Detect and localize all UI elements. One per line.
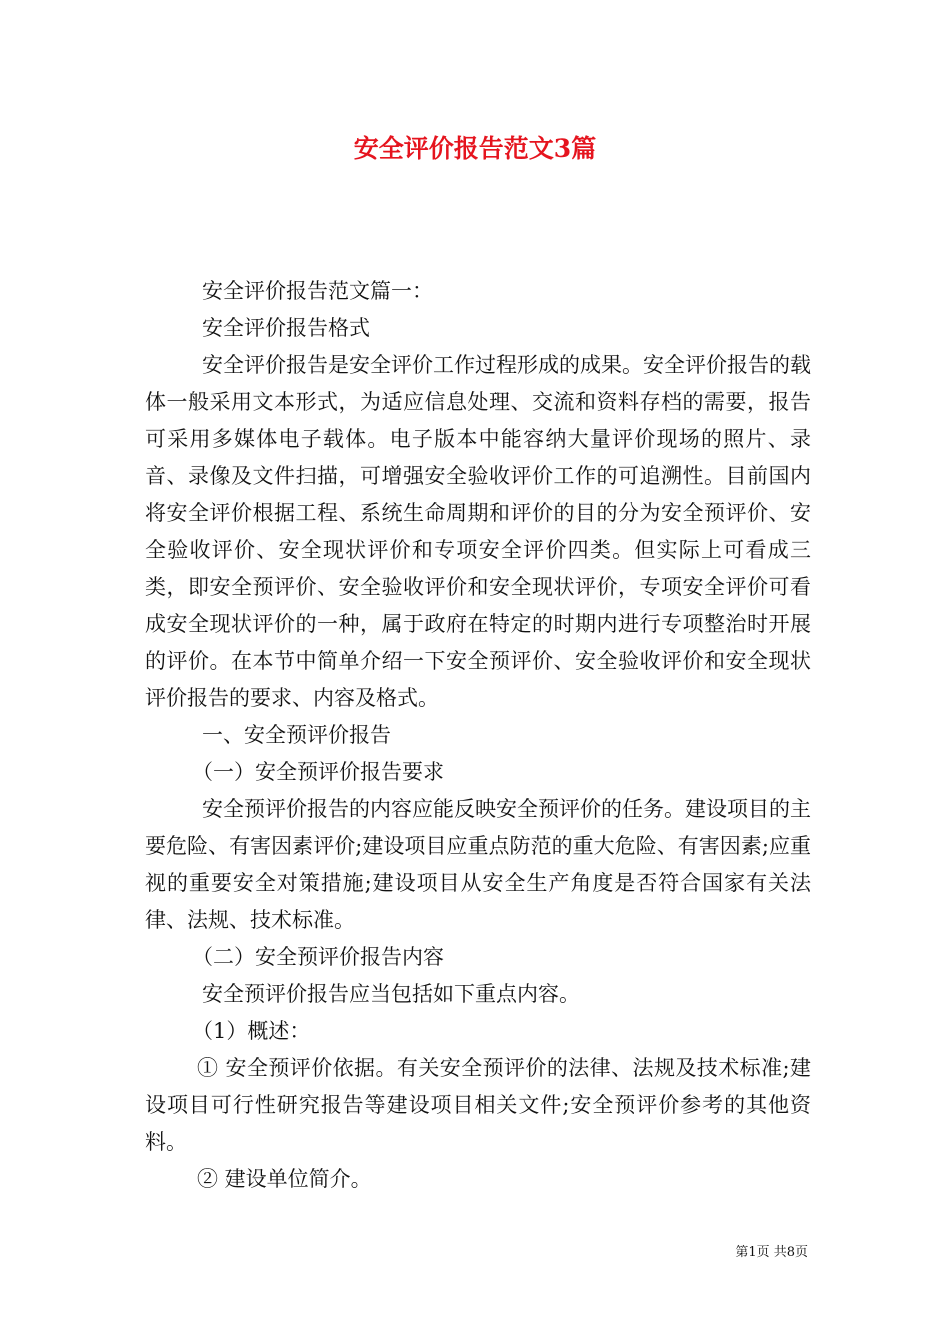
subsection-heading: （二）安全预评价报告内容 (192, 945, 444, 969)
document-body (145, 273, 811, 1198)
subsection-heading: （一）安全预评价报告要求 (192, 760, 444, 784)
body-paragraph: 安全预评价报告应当包括如下重点内容。 (202, 982, 580, 1006)
body-paragraph: 安全评价报告是安全评价工作过程形成的成果。安全评价报告的载体一般采用文本形式，为适应信息处理、交流和资料存档的需要，报告可采用多媒体电子载体。电子版本中能容纳大量评价现场的照片、录音、录像及文件扫描，可增强安全验收评价工作的可追溯性。目前国内将安全评价根据工程、系统生命周期和评价的目的分为安全预评价、安全验收评价、安全现状评价和专项安全评价四类。但实际上可看成三类，即安全预评价、安全验收评价和安全现状评价，专项安全评价可看成安全现状评价的一种，属于政府在特定的时期内进行专项整治时开展的评价。在本节中简单介绍一下安全预评价、安全验收评价和安全现状评价报告的要求、内容及格式。 (145, 353, 811, 710)
list-item: ② 建设单位简介。 (197, 1167, 372, 1191)
body-paragraph: 安全预评价报告的内容应能反映安全预评价的任务。建设项目的主要危险、有害因素评价;建设项目应重点防范的重大危险、有害因素;应重视的重要安全对策措施;建设项目从安全生产角度是否符合国家有关法律、法规、技术标准。 (145, 797, 811, 932)
list-heading: （1）概述： (192, 1019, 311, 1043)
subheading: 安全评价报告格式 (202, 316, 370, 340)
section-heading: 安全评价报告范文篇一： (202, 279, 433, 303)
list-item: ① 安全预评价依据。有关安全预评价的法律、法规及技术标准;建设项目可行性研究报告等建设项目相关文件;安全预评价参考的其他资料。 (145, 1056, 811, 1154)
section-heading: 一、安全预评价报告 (202, 723, 391, 747)
page-number: 第1页 共8页 (735, 1245, 808, 1260)
document-title: 安全评价报告范文3篇 (353, 134, 597, 163)
